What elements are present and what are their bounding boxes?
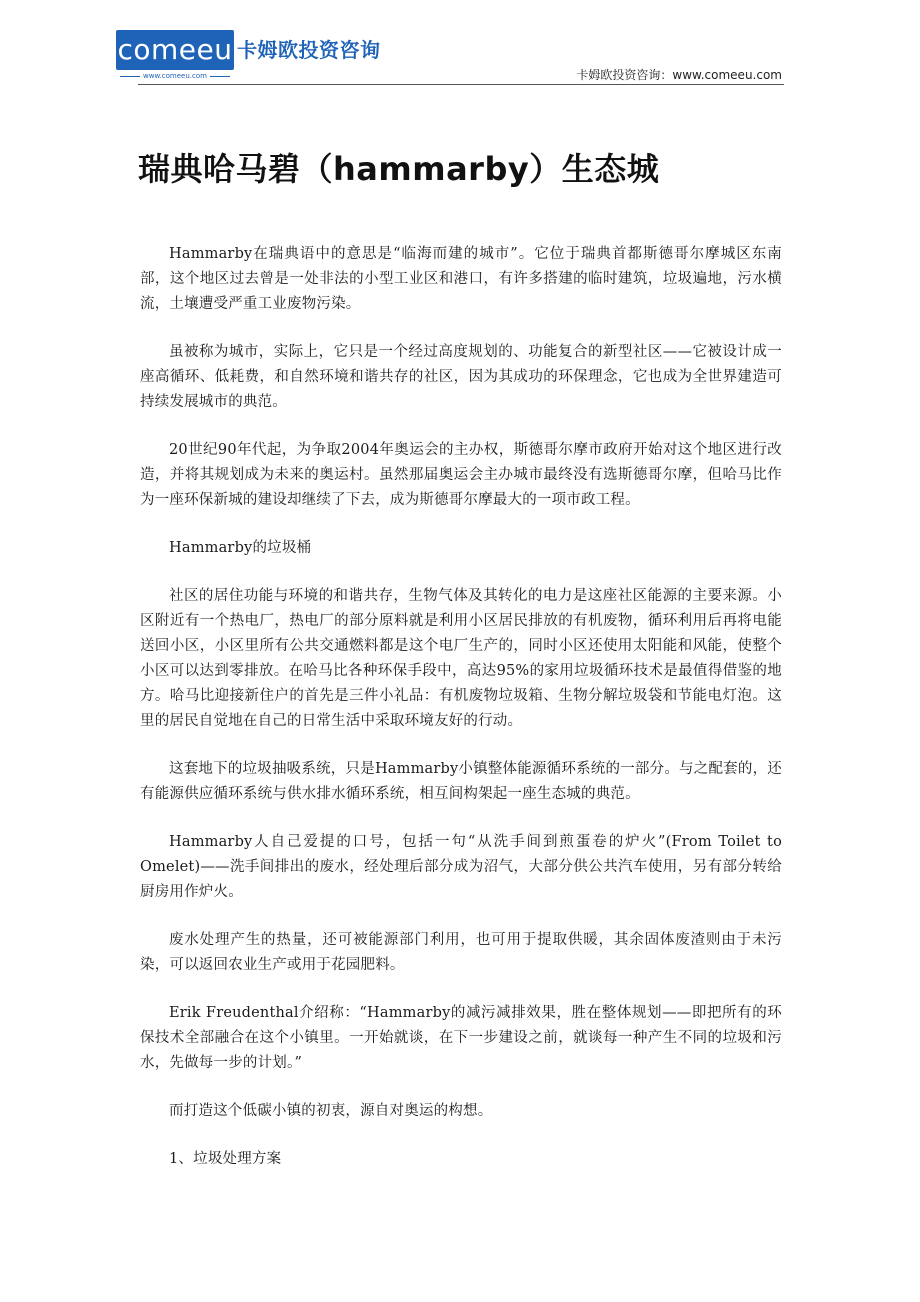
document-body: [140, 242, 782, 1195]
paragraph-8: Erik Freudenthal介绍称：“Hammarby的减污减排效果，胜在整体规划——即把所有的环保技术全部融合在这个小镇里。一开始就谈，在下一步建设之前，就谈每一种产生不同的垃圾和污水，先做每一步的计划。”: [140, 1005, 782, 1071]
page-header: [116, 30, 784, 88]
logo-url-text: www.comeeu.com: [143, 72, 207, 80]
paragraph-3: 20世纪90年代起，为争取2004年奥运会的主办权，斯德哥尔摩市政府开始对这个地区进行改造，并将其规划成为未来的奥运村。虽然那届奥运会主办城市最终没有选斯德哥尔摩，但哈马比作为一座环保新城的建设却继续了下去，成为斯德哥尔摩最大的一项市政工程。: [140, 442, 782, 508]
logo-dash-right: [210, 76, 230, 77]
paragraph-9: 而打造这个低碳小镇的初衷，源自对奥运的构想。: [169, 1103, 493, 1119]
logo-chinese-name: 卡姆欧投资咨询: [237, 38, 381, 62]
paragraph-7: 废水处理产生的热量，还可被能源部门利用，也可用于提取供暖，其余固体废渣则由于未污染，可以返回农业生产或用于花园肥料。: [140, 932, 782, 973]
company-logo: comeeu: [116, 30, 234, 70]
paragraph-1: Hammarby在瑞典语中的意思是“临海而建的城市”。它位于瑞典首都斯德哥尔摩城区东南部，这个地区过去曾是一处非法的小型工业区和港口，有许多搭建的临时建筑，垃圾遍地，污水横流，土壤遭受严重工业废物污染。: [140, 246, 782, 312]
header-contact-text: 卡姆欧投资咨询：www.comeeu.com: [576, 68, 782, 82]
paragraph-6: Hammarby人自己爱提的口号，包括一句“从洗手间到煎蛋卷的炉火”(From Toilet to Omelet)——洗手间排出的废水，经处理后部分成为沼气，大部分供公共汽车使用，另有部分转给厨房用作炉火。: [140, 834, 782, 900]
subheading-trash-bin: Hammarby的垃圾桶: [169, 540, 312, 556]
paragraph-4: 社区的居住功能与环境的和谐共存，生物气体及其转化的电力是这座社区能源的主要来源。小区附近有一个热电厂，热电厂的部分原料就是利用小区居民排放的有机废物，循环利用后再将电能送回小区，小区里所有公共交通燃料都是这个电厂生产的，同时小区还使用太阳能和风能，使整个小区可以达到零排放。在哈马比各种环保手段中，高达95%的家用垃圾循环技术是最值得借鉴的地方。哈马比迎接新住户的首先是三件小礼品：有机废物垃圾箱、生物分解垃圾袋和节能电灯泡。这里的居民自觉地在自己的日常生活中采取环境友好的行动。: [140, 588, 782, 729]
document-title: 瑞典哈马碧（hammarby）生态城: [138, 150, 660, 188]
logo-url-strip: [116, 70, 234, 82]
header-divider: [138, 84, 784, 85]
section-heading-1: 1、垃圾处理方案: [169, 1151, 282, 1167]
paragraph-5: 这套地下的垃圾抽吸系统，只是Hammarby小镇整体能源循环系统的一部分。与之配套的，还有能源供应循环系统与供水排水循环系统，相互间构架起一座生态城的典范。: [140, 761, 782, 802]
logo-dash-left: [120, 76, 140, 77]
paragraph-2: 虽被称为城市，实际上，它只是一个经过高度规划的、功能复合的新型社区——它被设计成一座高循环、低耗费，和自然环境和谐共存的社区，因为其成功的环保理念，它也成为全世界建造可持续发展城市的典范。: [140, 344, 782, 410]
